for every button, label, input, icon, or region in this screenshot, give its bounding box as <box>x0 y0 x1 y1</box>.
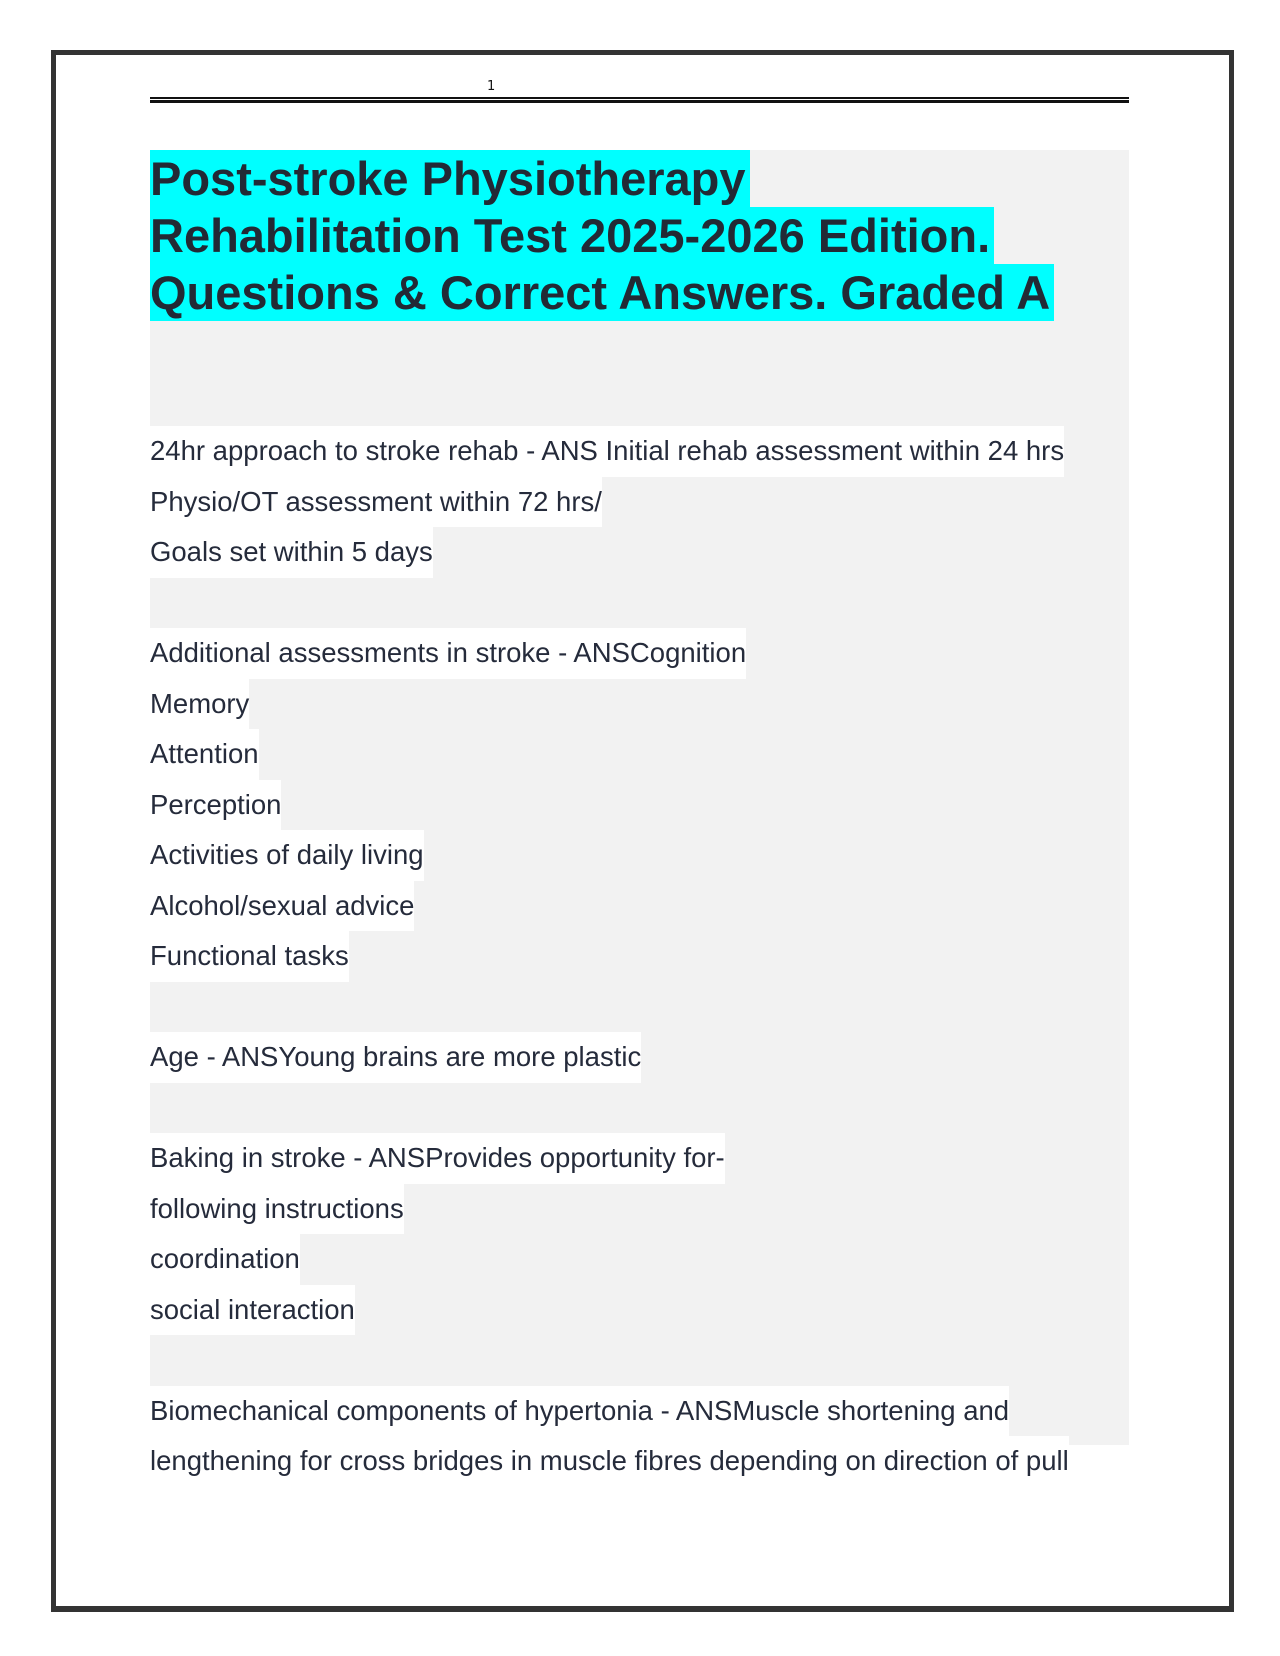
qa-entry <box>150 1032 1129 1083</box>
text-line: Alcohol/sexual advice <box>150 881 414 932</box>
text-line: Activities of daily living <box>150 830 424 881</box>
qa-entry <box>150 1386 1129 1487</box>
text-line: Baking in stroke - ANSProvides opportunity for- <box>150 1133 725 1184</box>
text-line: Biomechanical components of hypertonia - ANSMuscle shortening and <box>150 1386 1009 1437</box>
title-line: Post-stroke Physiotherapy <box>150 150 750 207</box>
text-line: coordination <box>150 1234 300 1285</box>
text-line: social interaction <box>150 1285 355 1336</box>
text-line: Memory <box>150 679 249 730</box>
qa-entry <box>150 426 1129 578</box>
text-line: Perception <box>150 780 281 831</box>
text-line: Additional assessments in stroke - ANSCognition <box>150 628 746 679</box>
qa-entry <box>150 628 1129 982</box>
page-number: 1 <box>487 79 496 94</box>
title-line: Rehabilitation Test 2025-2026 Edition. <box>150 207 994 264</box>
text-line: Physio/OT assessment within 72 hrs/ <box>150 477 602 528</box>
text-line: Age - ANSYoung brains are more plastic <box>150 1032 641 1083</box>
text-line: following instructions <box>150 1184 404 1235</box>
text-line: Functional tasks <box>150 931 349 982</box>
title-line: Questions & Correct Answers. Graded A <box>150 264 1054 321</box>
header-rule <box>150 97 1129 103</box>
text-line: lengthening for cross bridges in muscle fibres depending on direction of pull <box>150 1436 1069 1487</box>
text-line: Goals set within 5 days <box>150 527 433 578</box>
qa-entry <box>150 1133 1129 1335</box>
text-line: 24hr approach to stroke rehab - ANS Initial rehab assessment within 24 hrs <box>150 426 1064 477</box>
document-title <box>150 150 1129 321</box>
text-line: Attention <box>150 729 259 780</box>
qa-list <box>150 426 1129 1487</box>
